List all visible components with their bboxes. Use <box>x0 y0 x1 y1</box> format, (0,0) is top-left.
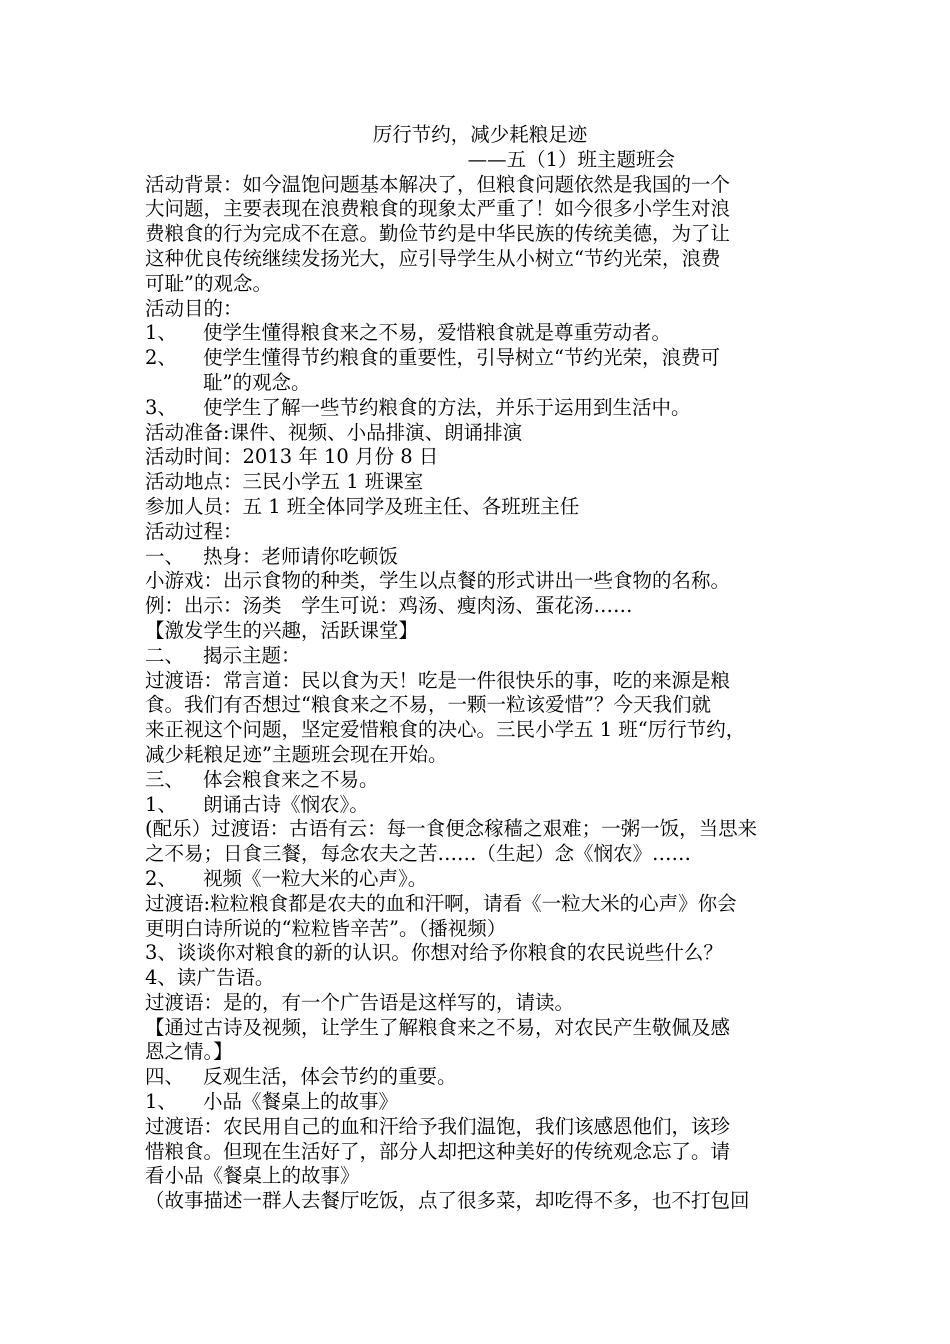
sub-item <box>145 867 815 892</box>
paragraph-line: 过渡语：是的，有一个广告语是这样写的，请读。 <box>145 990 575 1014</box>
activity-people: 参加人员：五 1 班全体同学及班主任、各班班主任 <box>145 494 580 518</box>
purpose-text: 使学生懂得节约粮食的重要性，引导树立“节约光荣，浪费可 <box>203 346 720 370</box>
note-line: 【通过古诗及视频，让学生了解粮食来之不易，对农民产生敬佩及感 <box>145 1015 731 1039</box>
section-title: 揭示主题： <box>203 643 301 667</box>
background-line: 活动背景：如今温饱问题基本解决了，但粮食问题依然是我国的一个 <box>145 172 731 196</box>
document-subtitle: ——五（1）班主题班会 <box>467 147 675 171</box>
purpose-num: 1、 <box>145 321 177 345</box>
section-num: 二、 <box>145 643 185 667</box>
background-line: 可耻”的观念。 <box>145 271 272 295</box>
paragraph-line: 3、谈谈你对粮食的新的认识。你想对给予你粮食的农民说些什么？ <box>145 941 723 965</box>
sub-item-num: 1、 <box>145 1090 177 1114</box>
paragraph-line: 过渡语：常言道：民以食为天！吃是一件很快乐的事，吃的来源是粮 <box>145 668 731 692</box>
purpose-text-cont: 耻”的观念。 <box>203 370 311 394</box>
purpose-item <box>145 321 815 346</box>
sub-item-text: 小品《餐桌上的故事》 <box>203 1090 399 1114</box>
section-num: 三、 <box>145 767 185 791</box>
paragraph-line: （故事描述一群人去餐厅吃饭，点了很多菜，却吃得不多，也不打包回 <box>145 1189 750 1213</box>
paragraph-line: 之不易；日食三餐，每念农夫之苦……（生起）念《悯农》…… <box>145 842 692 866</box>
note-line: 【激发学生的兴趣，活跃课堂】 <box>145 618 419 642</box>
purpose-label: 活动目的： <box>145 296 243 320</box>
purpose-item <box>145 346 815 371</box>
section-title: 热身：老师请你吃顿饭 <box>203 544 399 568</box>
sub-item-num: 1、 <box>145 792 177 816</box>
paragraph-line: 4、读广告语。 <box>145 966 275 990</box>
background-line: 这种优良传统继续发扬光大，应引导学生从小树立“节约光荣，浪费 <box>145 246 721 270</box>
paragraph-line: 更明白诗所说的“粒粒皆辛苦”。（播视频） <box>145 916 507 940</box>
background-line: 费粮食的行为完成不在意。勤俭节约是中华民族的传统美德，为了让 <box>145 222 731 246</box>
section-num: 一、 <box>145 544 185 568</box>
activity-place: 活动地点：三民小学五 1 班课室 <box>145 470 424 494</box>
section-heading <box>145 644 815 669</box>
sub-item <box>145 793 815 818</box>
note-line: 恩之情。】 <box>145 1040 233 1064</box>
sub-item-num: 2、 <box>145 866 177 890</box>
activity-prep: 活动准备:课件、视频、小品排演、朗诵排演 <box>145 420 523 444</box>
purpose-text: 使学生懂得粮食来之不易，爱惜粮食就是尊重劳动者。 <box>203 321 672 345</box>
section-heading <box>145 1065 815 1090</box>
purpose-num: 3、 <box>145 395 177 419</box>
sub-item <box>145 1090 815 1115</box>
paragraph-line: 看小品《餐桌上的故事》 <box>145 1164 360 1188</box>
section-heading <box>145 768 815 793</box>
paragraph-line: 食。我们有否想过“粮食来之不易，一颗一粒该爱惜”？今天我们就 <box>145 693 711 717</box>
paragraph-line: 小游戏：出示食物的种类，学生以点餐的形式讲出一些食物的名称。 <box>145 569 731 593</box>
sub-item-text: 朗诵古诗《悯农》。 <box>203 792 369 816</box>
paragraph-line: 过渡语：农民用自己的血和汗给予我们温饱，我们该感恩他们，该珍 <box>145 1114 731 1138</box>
document-title: 厉行节约，减少耗粮足迹 <box>372 123 588 146</box>
purpose-num: 2、 <box>145 346 177 370</box>
paragraph-line: 过渡语:粒粒粮食都是农夫的血和汗啊，请看《一粒大米的心声》你会 <box>145 891 737 915</box>
section-title: 体会粮食来之不易。 <box>203 767 379 791</box>
purpose-item <box>145 396 815 421</box>
document-page <box>145 123 815 1214</box>
sub-item-text: 视频《一粒大米的心声》。 <box>203 866 428 890</box>
purpose-text: 使学生了解一些节约粮食的方法，并乐于运用到生活中。 <box>203 395 691 419</box>
paragraph-line: 减少耗粮足迹”主题班会现在开始。 <box>145 742 448 766</box>
process-label: 活动过程： <box>145 519 243 543</box>
background-line: 大问题，主要表现在浪费粮食的现象太严重了！如今很多小学生对浪 <box>145 197 731 221</box>
paragraph-line: 来正视这个问题，坚定爱惜粮食的决心。三民小学五 1 班“厉行节约， <box>145 718 746 742</box>
paragraph-line: (配乐）过渡语：古语有云：每一食便念稼穑之艰难；一粥一饭，当思来 <box>145 817 758 841</box>
paragraph-line: 例：出示：汤类 学生可说：鸡汤、瘦肉汤、蛋花汤…… <box>145 594 633 618</box>
section-heading <box>145 545 815 570</box>
section-title: 反观生活，体会节约的重要。 <box>203 1065 457 1089</box>
activity-time: 活动时间：2013 年 10 月份 8 日 <box>145 445 439 469</box>
paragraph-line: 惜粮食。但现在生活好了，部分人却把这种美好的传统观念忘了。请 <box>145 1139 731 1163</box>
section-num: 四、 <box>145 1065 185 1089</box>
